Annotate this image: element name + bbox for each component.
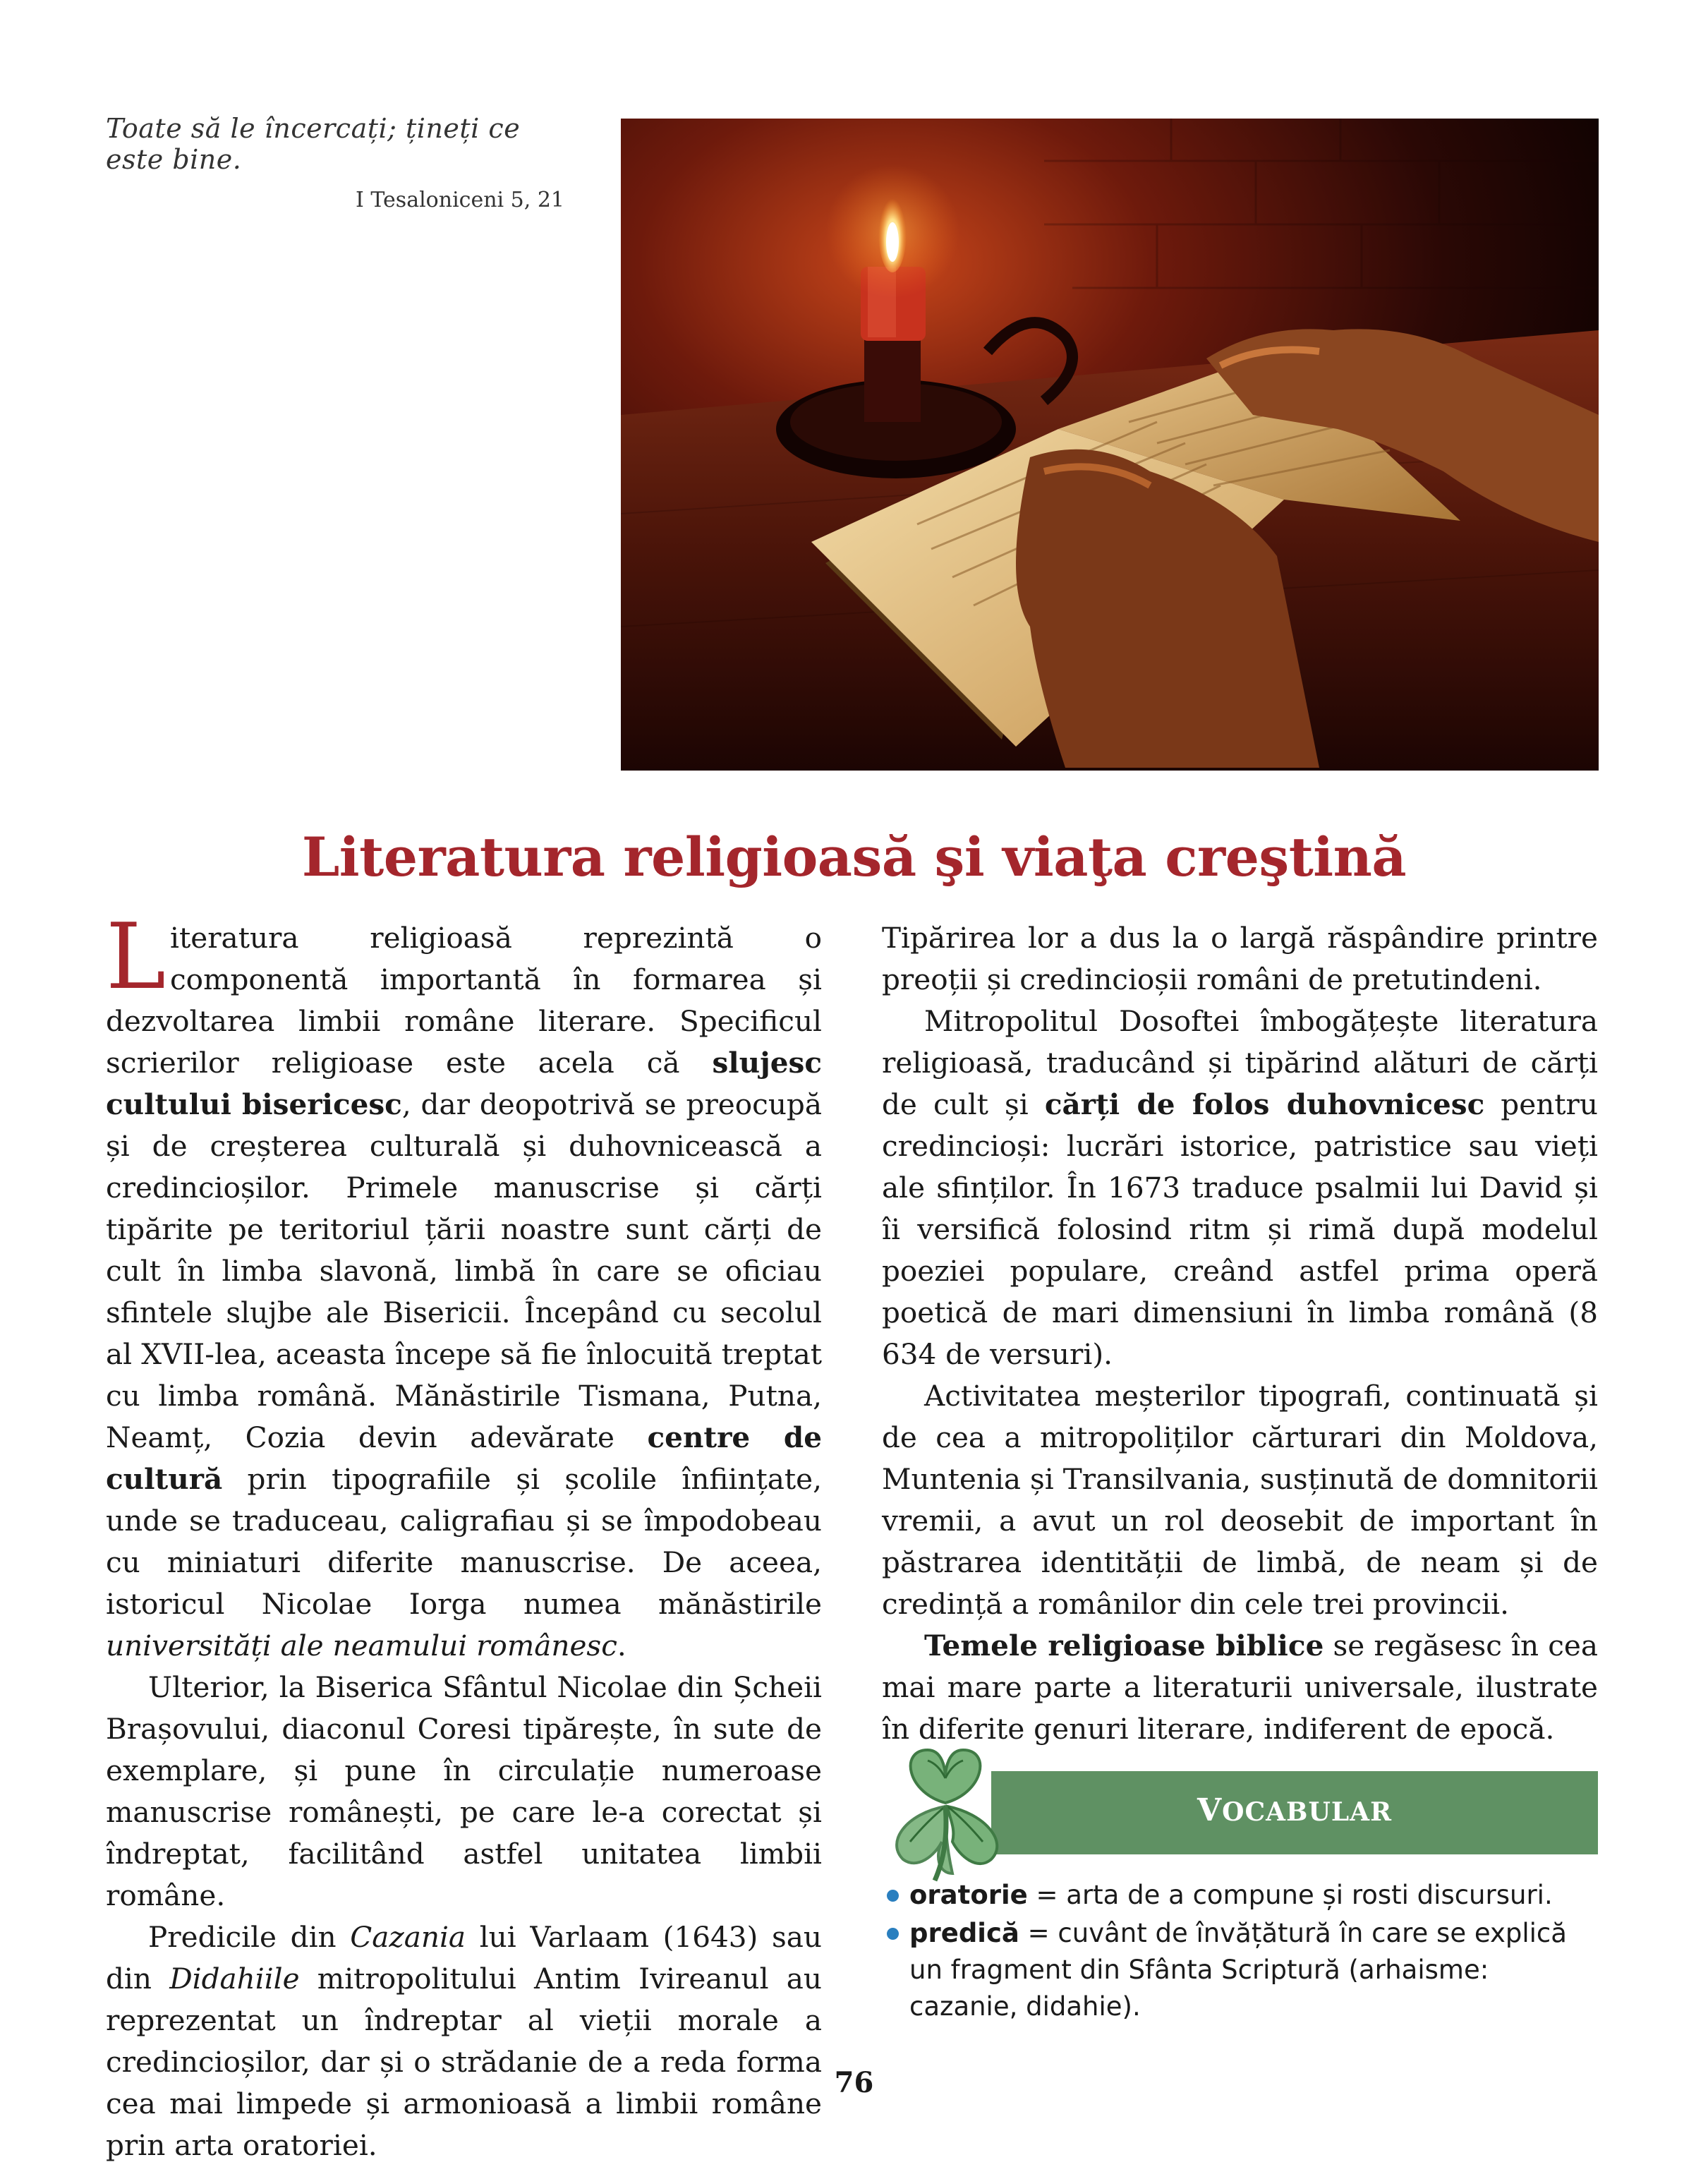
- text: pentru credincioși: lucrări istorice, patristice sau vieți ale sfinților. În 1673 traduce psalmii lui David și îi versifică folosind ritm și rimă după modelul poeziei populare, creând astfel prima operă poetică de mari dimensiuni în limba română (8 634 de versuri).: [882, 1087, 1598, 1371]
- page-number: 76: [834, 2066, 874, 2099]
- page-title: Literatura religioasă şi viaţa creştină: [301, 826, 1407, 888]
- vocabulary-definition: = arta de a compune și rosti discursuri.: [1027, 1880, 1553, 1910]
- motto: [106, 113, 564, 212]
- italic-term: universități ale neamului românesc: [106, 1629, 617, 1662]
- vocabulary-term: oratorie: [909, 1880, 1028, 1910]
- clover-icon: [878, 1736, 1012, 1884]
- paragraph: [882, 1625, 1598, 1750]
- vocabulary-header: [991, 1771, 1598, 1854]
- vocabulary-term: predică: [909, 1918, 1019, 1948]
- vocabulary-item: [885, 1915, 1598, 2025]
- vocabulary-definition: = cuvânt de învățătură în care se explică un fragment din Sfânta Scriptură (arhaisme: cazanie, didahie).: [909, 1918, 1567, 2022]
- vocabulary-list: [885, 1877, 1598, 2027]
- drop-cap: L: [106, 905, 166, 1010]
- text: , dar deopotrivă se preocupă și de creșterea culturală și duhovnicească a credincioșilor. Primele manuscrise și cărți tipărite pe teritoriul țării noastre sunt cărți de cult în limba slavonă, limbă în care se oficiau sfintele slujbe ale Bisericii. Începând cu secolul al XVII-lea, aceasta începe să fie înlocuită treptat cu limba română. Mănăstirile Tismana, Putna, Neamț, Cozia devin adevărate: [106, 1087, 822, 1454]
- right-column: [882, 917, 1598, 1750]
- paragraph: [882, 1001, 1598, 1375]
- bold-term: centre de cultură: [106, 1420, 823, 1496]
- paragraph: [106, 1917, 822, 2166]
- text: .: [617, 1629, 626, 1662]
- candle-bible-photo: [621, 119, 1599, 771]
- vocabulary-item: [885, 1877, 1598, 1914]
- text: mitropolitului Antim Ivireanul au reprezentat un îndreptar al vieții morale a credincioșilor, dar și o strădanie de a reda forma cea mai limpede și armonioasă a limbii române prin arta oratoriei.: [106, 1962, 822, 2162]
- bold-term: Temele religioase biblice: [924, 1629, 1324, 1662]
- paragraph: Ulterior, la Biserica Sfântul Nicolae din Șcheii Brașovului, diaconul Coresi tipărește, în sute de exemplare, și pune în circulație numeroase manuscrise românești, pe care le-a corectat și îndreptat, facilitând astfel unitatea limbii române.: [106, 1670, 822, 1912]
- italic-term: Cazania: [350, 1920, 466, 1954]
- text: Mitropolitul Dosoftei îmbogățește literatura religioasă, traducând și tipărind alături de cărți de cult și: [882, 1004, 1598, 1121]
- paragraph: Activitatea meșterilor tipografi, continuată și de cea a mitropoliților cărturari din Moldova, Muntenia și Transilvania, susținută de domnitorii vremii, a avut un rol deosebit de important în păstrarea identității de limbă, de neam și de credință a românilor din cele trei provincii.: [882, 1379, 1598, 1621]
- text: iteratura religioasă reprezintă o componentă importantă în formarea și dezvoltarea limbii române literare. Specificul scrierilor religioase este acela că: [106, 921, 822, 1080]
- vocabulary-title: VOCABULAR: [1197, 1792, 1393, 1828]
- motto-source: I Tesaloniceni 5, 21: [355, 188, 564, 212]
- paragraph: Tipărirea lor a dus la o largă răspândire printre preoții și credincioșii români de pretutindeni.: [882, 921, 1598, 996]
- text: Predicile din: [148, 1920, 351, 1954]
- bold-term: cărți de folos duhovnicesc: [1044, 1087, 1485, 1121]
- text: prin tipografiile și școlile înființate, unde se traduceau, caligrafiau și se împodobeau cu miniaturi diferite manuscrise. De aceea, istoricul Nicolae Iorga numea mănăstirile: [106, 1462, 822, 1621]
- left-column: [106, 905, 823, 2166]
- italic-term: Didahiile: [169, 1962, 300, 1996]
- paragraph: [106, 905, 823, 1667]
- vocabulary-box: [878, 1764, 1598, 2060]
- text: se regăsesc în cea mai mare parte a literaturii universale, ilustrate în diferite genuri literare, indiferent de epocă.: [882, 1629, 1598, 1746]
- bold-term: slujesc cultului bisericesc: [106, 1046, 822, 1121]
- motto-quote: Toate să le încercați; țineți ce este bine.: [106, 113, 521, 175]
- text: lui Varlaam (1643) sau din: [106, 1920, 822, 1996]
